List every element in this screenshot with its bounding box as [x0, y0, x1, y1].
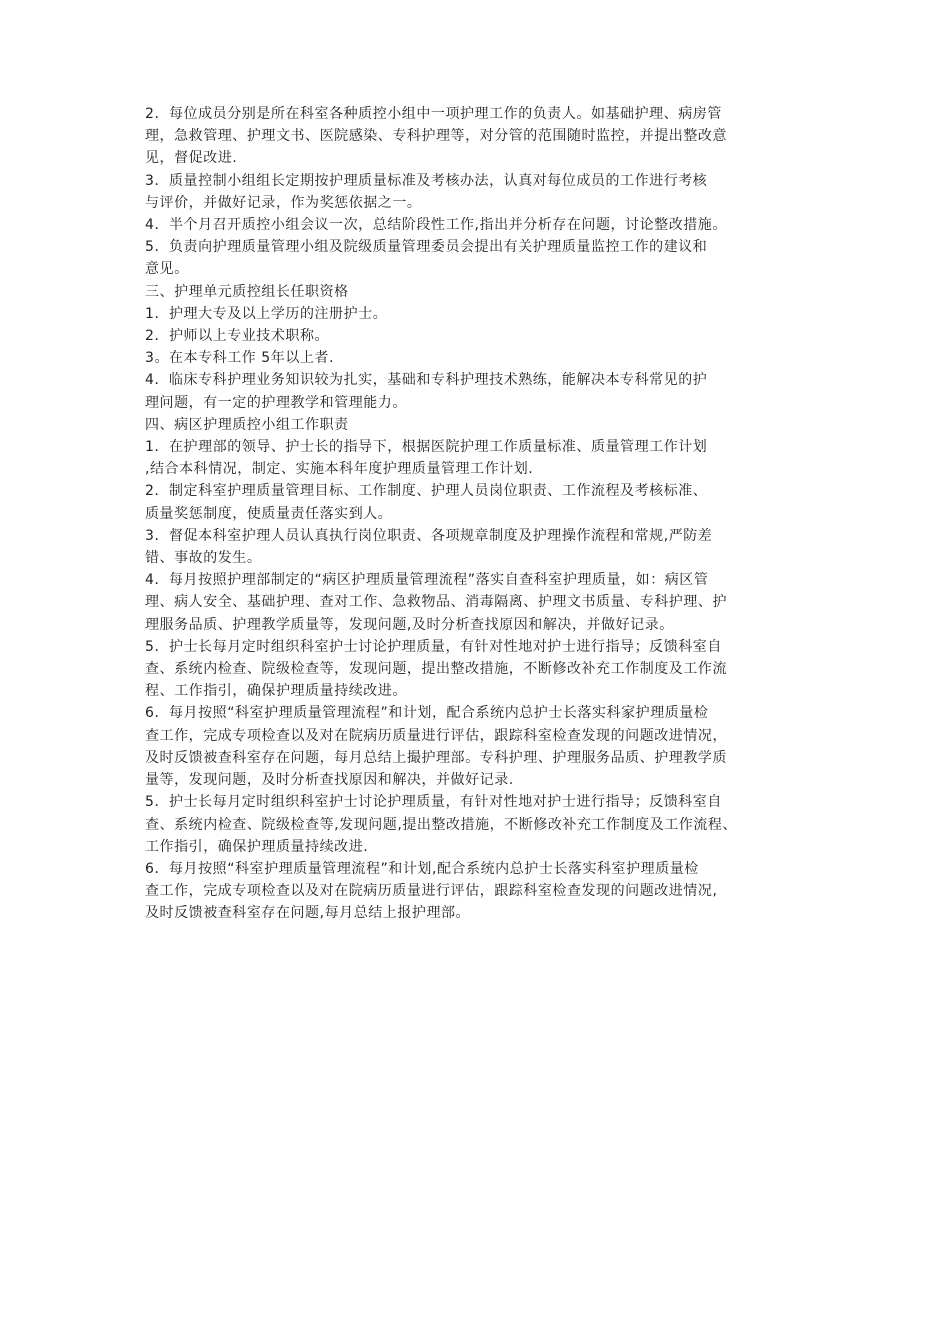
text-line: 与评价，并做好记录，作为奖惩依据之一。 — [145, 194, 422, 211]
text-line: 理服务品质、护理教学质量等，发现问题,及时分析查找原因和解决，并做好记录。 — [145, 616, 674, 633]
text-line: 4．临床专科护理业务知识较为扎实，基础和专科护理技术熟练，能解决本专科常见的护 — [145, 372, 708, 389]
text-line: 1．护理大专及以上学历的注册护士。 — [145, 305, 388, 322]
text-line: 错、事故的发生。 — [145, 550, 262, 567]
text-line: 3．督促本科室护理人员认真执行岗位职责、各项规章制度及护理操作流程和常规,严防差 — [145, 527, 713, 544]
text-line: 意见。 — [145, 261, 189, 278]
text-line: 3．质量控制小组组长定期按护理质量标准及考核办法，认真对每位成员的工作进行考核 — [145, 172, 708, 189]
text-line: 1．在护理部的领导、护士长的指导下，根据医院护理工作质量标准、质量管理工作计划 — [145, 439, 708, 456]
text-line: 4．每月按照护理部制定的“病区护理质量管理流程”落实自查科室护理质量，如：病区管 — [145, 572, 709, 589]
text-line: 2．制定科室护理质量管理目标、工作制度、护理人员岗位职责、工作流程及考核标准、 — [145, 483, 708, 500]
text-line: 5．护士长每月定时组织科室护士讨论护理质量，有针对性地对护士进行指导；反馈科室自 — [145, 638, 722, 655]
section-heading: 四、病区护理质控小组工作职责 — [145, 416, 349, 433]
text-line: 查、系统内检查、院级检查等,发现问题,提出整改措施，不断修改补充工作制度及工作流程、 — [145, 816, 737, 833]
text-line: 3。在本专科工作 5年以上者. — [145, 350, 334, 367]
text-line: 程、工作指引，确保护理质量持续改进。 — [145, 683, 407, 700]
text-line: 2．护师以上专业技术职称。 — [145, 328, 330, 345]
text-line: 2．每位成员分别是所在科室各种质控小组中一项护理工作的负责人。如基础护理、病房管 — [145, 106, 722, 122]
document-body — [145, 103, 825, 925]
text-line: 见，督促改进. — [145, 150, 238, 167]
text-line: 查工作，完成专项检查以及对在院病历质量进行评估，跟踪科室检查发现的问题改进情况， — [145, 727, 727, 744]
text-line: 5．护士长每月定时组织科室护士讨论护理质量，有针对性地对护士进行指导；反馈科室自 — [145, 794, 722, 811]
text-line: 理，急救管理、护理文书、医院感染、专科护理等，对分管的范围随时监控，并提出整改意 — [145, 128, 727, 145]
section-heading: 三、护理单元质控组长任职资格 — [145, 283, 349, 300]
text-line: 查、系统内检查、院级检查等，发现问题，提出整改措施，不断修改补充工作制度及工作流 — [145, 661, 727, 678]
text-line: 4．半个月召开质控小组会议一次，总结阶段性工作,指出并分析存在问题，讨论整改措施。 — [145, 217, 727, 234]
text-line: 及时反馈被查科室存在问题，每月总结上撮护理部。专科护理、护理服务品质、护理教学质 — [145, 749, 727, 766]
text-line: 理、病人安全、基础护理、查对工作、急救物品、消毒隔离、护理文书质量、专科护理、护 — [145, 594, 727, 611]
text-line: 及时反馈被查科室存在问题,每月总结上报护理部。 — [145, 905, 471, 922]
text-line: 量等，发现问题，及时分析查找原因和解决，并做好记录. — [145, 772, 514, 789]
text-line: 6．每月按照“科室护理质量管理流程”和计划，配合系统内总护士长落实科家护理质量检 — [145, 705, 709, 722]
text-line: ,结合本科情况，制定、实施本科年度护理质量管理工作计划. — [145, 461, 534, 478]
text-line: 质量奖惩制度，使质量责任落实到人。 — [145, 505, 393, 522]
text-line: 6．每月按照“科室护理质量管理流程”和计划,配合系统内总护士长落实科室护理质量检 — [145, 860, 699, 877]
text-line: 工作指引，确保护理质量持续改进. — [145, 838, 369, 855]
text-line: 查工作，完成专项检查以及对在院病历质量进行评估，跟踪科室检查发现的问题改进情况, — [145, 883, 718, 900]
text-line: 5．负责向护理质量管理小组及院级质量管理委员会提出有关护理质量监控工作的建议和 — [145, 239, 708, 256]
text-line: 理问题，有一定的护理教学和管理能力。 — [145, 394, 407, 411]
